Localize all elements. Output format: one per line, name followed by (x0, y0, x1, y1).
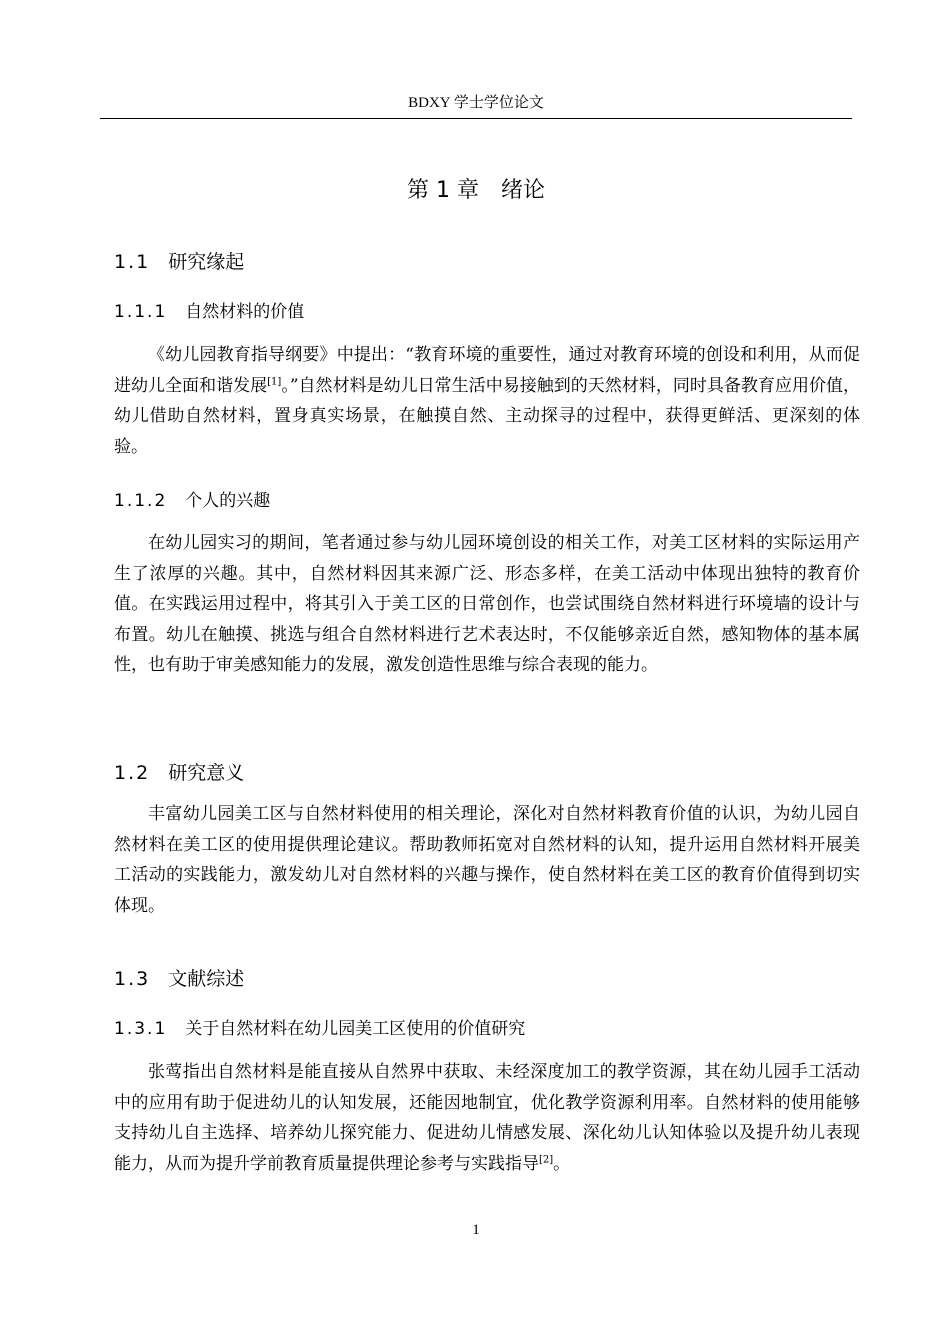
page-number: 1 (472, 1222, 480, 1238)
citation-ref: [2] (539, 1154, 554, 1166)
section-number: 1.3 (114, 968, 151, 990)
section-title: 研究意义 (168, 762, 245, 784)
subsection-number: 1.1.2 (114, 491, 168, 511)
paragraph-research-significance: 丰富幼儿园美工区与自然材料使用的相关理论，深化对自然材料教育价值的认识，为幼儿园自然材料在美工区的使用提供理论建议。帮助教师拓宽对自然材料的认知，提升运用自然材料开展美工活动的实践能力，激发幼儿对自然材料的兴趣与操作，使自然材料在美工区的教育价值得到切实体现。 (114, 804, 860, 916)
section-heading-1-2 (114, 759, 244, 787)
section-heading-1-3 (114, 965, 244, 993)
paragraph-text: 。”自然材料是幼儿日常生活中易接触到的天然材料，同时具备教育应用价值，幼儿借助自然材料，置身真实场景，在触摸自然、主动探寻的过程中，获得更鲜活、更深刻的体验。 (114, 375, 860, 457)
section-heading-1-1 (114, 248, 244, 276)
section-number: 1.2 (114, 762, 151, 784)
paragraph-natural-material-value (114, 340, 860, 462)
paragraph-text: 张莺指出自然材料是能直接从自然界中获取、未经深度加工的教学资源，其在幼儿园手工活动中的应用有助于促进幼儿的认知发展，还能因地制宜，优化教学资源利用率。自然材料的使用能够支持幼儿自主选择、培养幼儿探究能力、促进幼儿情感发展、深化幼儿认知体验以及提升幼儿表现能力，从而为提升学前教育质量提供理论参考与实践指导 (114, 1062, 860, 1174)
paragraph-literature-value-study (114, 1057, 860, 1179)
section-number: 1.1 (114, 251, 151, 273)
header-rule (100, 118, 852, 119)
subsection-number: 1.1.1 (114, 302, 168, 322)
paragraph-text: 。 (553, 1153, 571, 1174)
section-title: 研究缘起 (168, 251, 245, 273)
subsection-heading-1-3-1 (114, 1016, 525, 1042)
subsection-title: 自然材料的价值 (185, 302, 305, 322)
section-title: 文献综述 (168, 968, 245, 990)
page-header: BDXY 学士学位论文 (408, 95, 544, 111)
citation-ref: [1] (267, 375, 282, 387)
subsection-heading-1-1-2 (114, 488, 270, 514)
subsection-title: 个人的兴趣 (185, 491, 271, 511)
paragraph-text: 《幼儿园教育指导纲要》中提出：“教育环境的重要性，通过对教育环境的创设和利用，从而促进幼儿全面和谐发展 (114, 345, 860, 396)
paragraph-personal-interest: 在幼儿园实习的期间，笔者通过参与幼儿园环境创设的相关工作，对美工区材料的实际运用产生了浓厚的兴趣。其中，自然材料因其来源广泛、形态多样，在美工活动中体现出独特的教育价值。在实践运用过程中，将其引入于美工区的日常创作，也尝试围绕自然材料进行环境墙的设计与布置。幼儿在触摸、挑选与组合自然材料进行艺术表达时，不仅能够亲近自然，感知物体的基本属性，也有助于审美感知能力的发展，激发创造性思维与综合表现的能力。 (114, 533, 860, 676)
subsection-title: 关于自然材料在幼儿园美工区使用的价值研究 (185, 1019, 526, 1039)
chapter-title: 第 1 章 绪论 (407, 178, 545, 203)
subsection-heading-1-1-1 (114, 299, 304, 325)
subsection-number: 1.3.1 (114, 1019, 168, 1039)
